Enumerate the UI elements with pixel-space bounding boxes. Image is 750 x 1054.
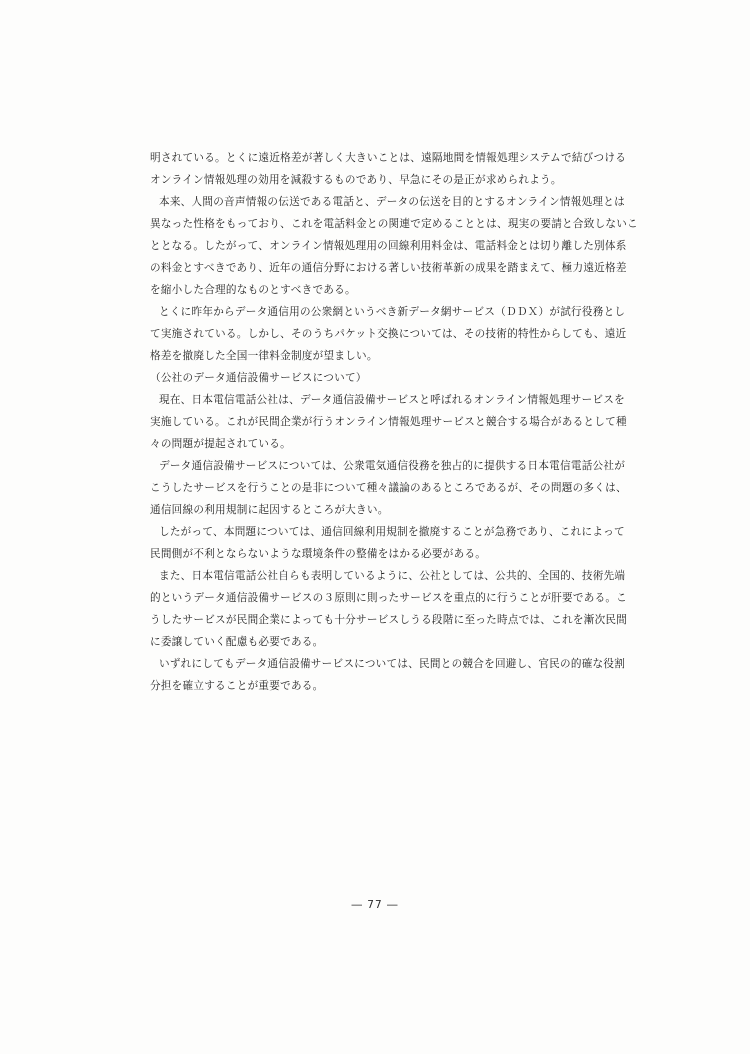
text-line: を縮小した合理的なものとすべきである。 — [150, 284, 356, 296]
text-line: て実施されている。しかし、そのうちパケット交換については、その技術的特性からしても、遠近 — [150, 328, 627, 340]
text-line: 明されている。とくに遠近格差が著しく大きいことは、遠隔地間を情報処理システムで結びつける — [150, 152, 627, 164]
text-line: 現在、日本電信電話公社は、データ通信設備サービスと呼ばれるオンライン情報処理サービスを — [159, 394, 625, 406]
text-line: こうしたサービスを行うことの是非について種々議論のあるところであるが、その問題の多くは、 — [150, 482, 627, 494]
section-heading: （公社のデータ通信設備サービスについて） — [150, 372, 367, 384]
text-line: ととなる。したがって、オンライン情報処理用の回線利用料金は、電話料金とは切り離した別体系 — [150, 240, 627, 252]
text-line: とくに昨年からデータ通信用の公衆網というべき新データ網サービス（ＤＤＸ）が試行役務とし — [159, 306, 626, 318]
text-line: 通信回線の利用規制に起因するところが大きい。 — [150, 504, 389, 516]
text-line: 実施している。これが民間企業が行うオンライン情報処理サービスと競合する場合があるとして種 — [150, 416, 627, 428]
text-line: の料金とすべきであり、近年の通信分野における著しい技術革新の成果を踏まえて、極力遠近格差 — [150, 262, 627, 274]
text-line: オンライン情報処理の効用を減殺するものであり、早急にその是正が求められよう。 — [150, 174, 562, 186]
text-line: 分担を確立することが重要である。 — [150, 680, 324, 692]
text-line: したがって、本問題については、通信回線利用規制を撤廃することが急務であり、これによって — [159, 526, 625, 538]
text-line: データ通信設備サービスについては、公衆電気通信役務を独占的に提供する日本電信電話公社が — [159, 460, 626, 472]
text-line: 的というデータ通信設備サービスの３原則に則ったサービスを重点的に行うことが肝要である。こ — [150, 592, 628, 604]
text-line: いずれにしてもデータ通信設備サービスについては、民間との競合を回避し、官民の的確な役割 — [159, 658, 626, 670]
text-line: 異なった性格をもっており、これを電話料金との関連で定めることとは、現実の要請と合致しないこ — [150, 218, 638, 230]
body-text — [150, 147, 640, 697]
text-line: に委譲していく配慮も必要である。 — [150, 636, 324, 648]
text-line: 格差を撤廃した全国一律料金制度が望ましい。 — [150, 350, 378, 362]
text-line: また、日本電信電話公社自らも表明しているように、公社としては、公共的、全国的、技術先端 — [159, 570, 626, 582]
page-number: ― 77 ― — [351, 899, 399, 911]
text-line: 々の問題が提起されている。 — [150, 438, 291, 450]
text-line: うしたサービスが民間企業によっても十分サービスしうる段階に至った時点では、これを漸次民間 — [150, 614, 628, 626]
text-line: 本来、人間の音声情報の伝送である電話と、データの伝送を目的とするオンライン情報処理とは — [159, 196, 625, 208]
text-line: 民間側が不利とならないような環境条件の整備をはかる必要がある。 — [150, 548, 487, 560]
